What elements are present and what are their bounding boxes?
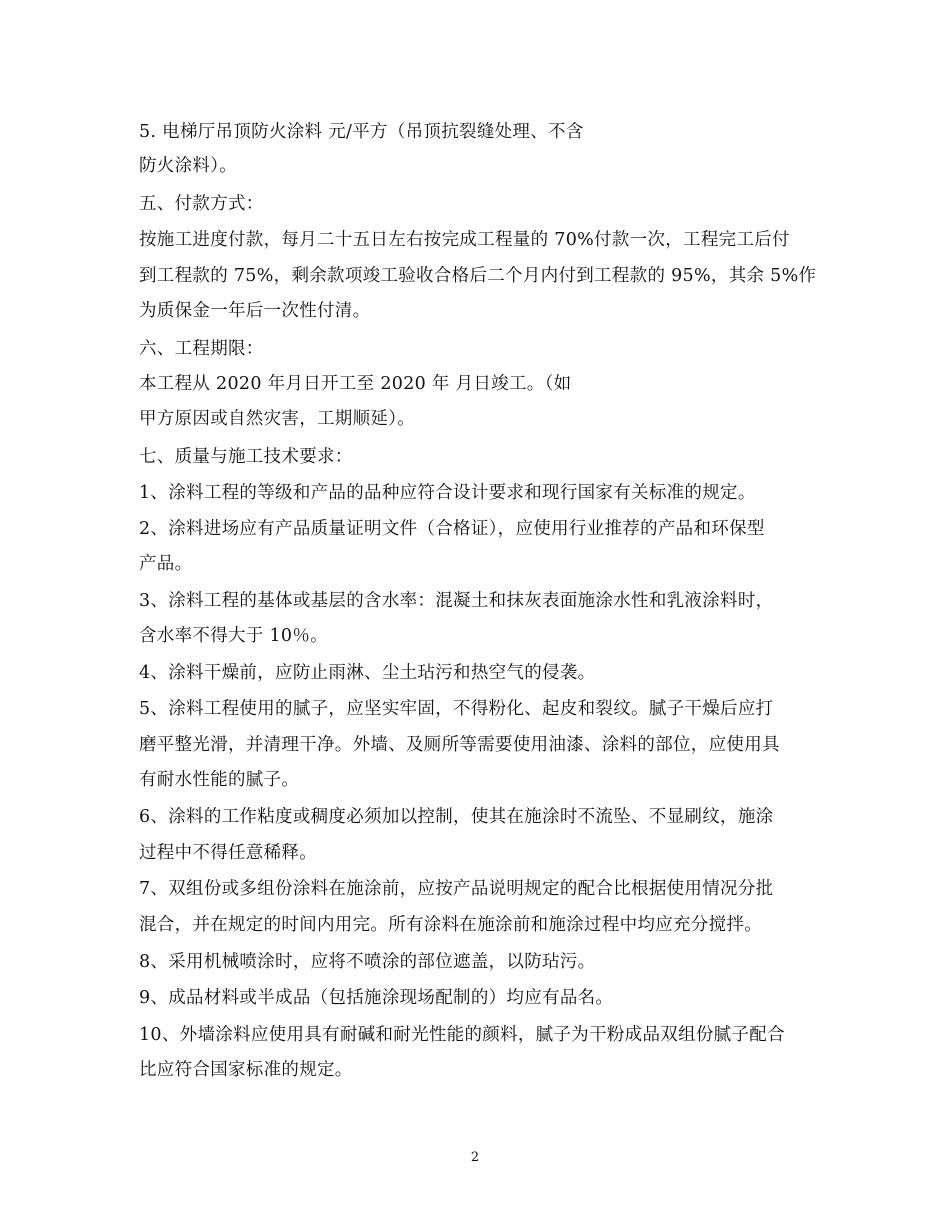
text-line: 混合，并在规定的时间内用完。所有涂料在施涂前和施涂过程中均应充分搅拌。 (139, 915, 762, 935)
text-line: 按施工进度付款，每月二十五日左右按完成工程量的 70%付款一次，工程完工后付 (139, 230, 790, 250)
text-line: 5、涂料工程使用的腻子，应坚实牢固，不得粉化、起皮和裂纹。腻子干燥后应打 (139, 699, 774, 719)
text-line: 到工程款的 75%，剩余款项竣工验收合格后二个月内付到工程款的 95%，其余 5%作 (139, 266, 817, 286)
text-line: 10、外墙涂料应使用具有耐碱和耐光性能的颜料，腻子为干粉成品双组份腻子配合 (139, 1025, 785, 1045)
text-line: 6、涂料的工作粘度或稠度必须加以控制，使其在施涂时不流坠、不显刷纹，施涂 (139, 807, 774, 827)
section-heading: 七、质量与施工技术要求： (139, 447, 353, 467)
text-line: 9、成品材料或半成品（包括施涂现场配制的）均应有品名。 (139, 988, 614, 1008)
text-line: 产品。 (139, 554, 193, 574)
text-line: 磨平整光滑，并清理干净。外墙、及厕所等需要使用油漆、涂料的部位，应使用具 (139, 735, 780, 755)
text-line: 7、双组份或多组份涂料在施涂前，应按产品说明规定的配合比根据使用情况分批 (139, 879, 774, 899)
section-heading: 六、工程期限： (139, 339, 264, 359)
text-line: 有耐水性能的腻子。 (139, 770, 300, 790)
text-line: 本工程从 2020 年月日开工至 2020 年 月日竣工。（如 (139, 374, 572, 394)
text-line: 5. 电梯厅吊顶防火涂料 元/平方（吊顶抗裂缝处理、不含 (139, 122, 584, 142)
text-line: 为质保金一年后一次性付清。 (139, 301, 371, 321)
text-line: 2、涂料进场应有产品质量证明文件（合格证），应使用行业推荐的产品和环保型 (139, 519, 765, 539)
text-line: 甲方原因或自然灾害，工期顺延）。 (139, 409, 416, 429)
text-line: 8、采用机械喷涂时，应将不喷涂的部位遮盖，以防玷污。 (139, 952, 596, 972)
text-line: 含水率不得大于 10％。 (139, 626, 328, 646)
page-number: 2 (470, 1150, 480, 1165)
text-line: 1、涂料工程的等级和产品的品种应符合设计要求和现行国家有关标准的规定。 (139, 483, 756, 503)
text-line: 4、涂料干燥前，应防止雨淋、尘土玷污和热空气的侵袭。 (139, 663, 596, 683)
text-line: 过程中不得任意稀释。 (139, 843, 317, 863)
text-line: 比应符合国家标准的规定。 (139, 1060, 353, 1080)
text-line: 3、涂料工程的基体或基层的含水率：混凝土和抹灰表面施涂水性和乳液涂料时， (139, 591, 774, 611)
section-heading: 五、付款方式： (139, 194, 264, 214)
text-line: 防火涂料）。 (139, 156, 238, 176)
